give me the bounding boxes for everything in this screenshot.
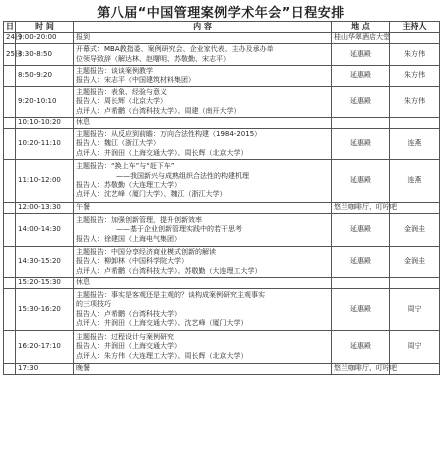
row-date: 25日	[4, 44, 16, 66]
row-place: 延惠殿	[332, 160, 390, 203]
row-host: 朱方伟	[390, 66, 440, 87]
row-date	[4, 364, 16, 375]
schedule-table	[3, 21, 440, 375]
row-place: 延惠殿	[332, 66, 390, 87]
content-line: ——基于企业创新管理实践中的若干思考	[116, 225, 242, 234]
content-line: 报告人：苏敬勤（大连理工大学）	[76, 181, 181, 189]
content-line: 报告人：井润田（上海交通大学）	[76, 342, 181, 351]
row-date	[4, 129, 16, 160]
table-row	[4, 160, 440, 203]
row-place: 桂山华翠酒店大堂	[332, 33, 390, 44]
row-content	[74, 247, 332, 278]
row-date: 24日	[4, 33, 16, 44]
row-time: 16:20-17:10	[16, 331, 74, 364]
content-line: 点评人：沈艺峰（厦门大学）、魏江（浙江大学）	[76, 190, 227, 199]
row-place: 延惠殿	[332, 331, 390, 364]
row-host: 金润圭	[390, 214, 440, 247]
row-content	[74, 118, 332, 129]
row-date	[4, 66, 16, 87]
content-line: 点评人：井润田（上海交通大学）、周长辉（北京大学）	[76, 148, 248, 157]
table-row	[4, 44, 440, 66]
row-time: 14:30-15:20	[16, 247, 74, 278]
row-place: 延惠殿	[332, 214, 390, 247]
row-time: 10:20-11:10	[16, 129, 74, 160]
header-host: 主持人	[390, 22, 440, 33]
row-place: 延惠殿	[332, 44, 390, 66]
row-date	[4, 331, 16, 364]
header-time: 时 间	[16, 22, 74, 33]
row-place: 延惠殿	[332, 129, 390, 160]
row-host	[390, 364, 440, 375]
row-time: 9:00-20:00	[16, 33, 74, 44]
header-place: 地 点	[332, 22, 390, 33]
row-place: 悠兰咖啡厅、叮咛吧	[332, 203, 390, 214]
content-line: 主题报告：“换上车”与“赶下车”	[76, 162, 175, 171]
row-date	[4, 118, 16, 129]
content-line: 点评人：井润田（上海交通大学）、沈艺峰（厦门大学）	[76, 318, 248, 327]
row-time: 11:10-12:00	[16, 160, 74, 203]
row-date	[4, 214, 16, 247]
content-line: 主题报告：表象、经验与意义	[76, 87, 167, 96]
row-host: 周宁	[390, 331, 440, 364]
row-host	[390, 203, 440, 214]
row-host	[390, 118, 440, 129]
row-content	[74, 129, 332, 160]
content-line: 休息	[76, 278, 90, 287]
table-row	[4, 331, 440, 364]
row-content	[74, 278, 332, 289]
table-row	[4, 364, 440, 375]
content-line: 主题报告：过程设计与案例研究	[76, 332, 174, 341]
content-line: 报告人：徐建国（上海电气集团）	[76, 234, 181, 243]
content-line: ——我国新兴与成熟组织合法性的构建机理	[116, 171, 249, 180]
row-host: 周宁	[390, 289, 440, 331]
row-time: 8:30-8:50	[16, 44, 74, 66]
content-line: 报告人：柳卸林（中国科学院大学）	[76, 257, 188, 266]
content-line: 点评人：卢希鹏（台湾科技大学）、周建（南开大学）	[76, 106, 241, 115]
content-line: 午餐	[76, 203, 90, 212]
row-host: 连燕	[390, 129, 440, 160]
table-row	[4, 129, 440, 160]
row-host	[390, 278, 440, 289]
row-place: 延惠殿	[332, 87, 390, 118]
content-line: 的三项技巧	[76, 300, 111, 309]
table-row	[4, 87, 440, 118]
table-header-row	[4, 22, 440, 33]
row-date	[4, 247, 16, 278]
content-line: 报到	[76, 33, 90, 42]
row-place: 悠兰咖啡厅、叮咛吧	[332, 364, 390, 375]
content-line: 主题报告：谈谈案例教学	[76, 66, 153, 75]
table-row	[4, 214, 440, 247]
content-line: 报告人：魏江（浙江大学）	[76, 139, 160, 148]
header-content: 内 容	[74, 22, 332, 33]
content-line: 休息	[76, 118, 90, 127]
content-line: 主题报告：事实是客观还是主观的？谈构成案例研究主观事实	[76, 290, 265, 299]
row-host	[390, 33, 440, 44]
row-time: 9:20-10:10	[16, 87, 74, 118]
row-date	[4, 203, 16, 214]
header-date: 日	[4, 22, 16, 33]
row-time: 10:10-10:20	[16, 118, 74, 129]
row-date	[4, 278, 16, 289]
content-line: 报告人：卢希鹏（台湾科技大学）	[76, 309, 181, 318]
row-date	[4, 87, 16, 118]
table-row	[4, 33, 440, 44]
row-content	[74, 160, 332, 203]
content-line: 晚餐	[76, 364, 90, 373]
row-content	[74, 331, 332, 364]
row-content	[74, 87, 332, 118]
content-line: 主题报告：中国分享经济商业模式创新的解读	[76, 247, 216, 256]
table-row	[4, 203, 440, 214]
table-row	[4, 278, 440, 289]
row-time: 14:00-14:30	[16, 214, 74, 247]
schedule-body	[4, 33, 440, 375]
table-row	[4, 247, 440, 278]
row-time: 17:30	[16, 364, 74, 375]
row-host: 朱方伟	[390, 87, 440, 118]
row-host: 朱方伟	[390, 44, 440, 66]
row-host: 金润圭	[390, 247, 440, 278]
content-line: 点评人：卢希鹏（台湾科技大学）、苏敬勤（大连理工大学）	[76, 266, 262, 275]
page-title: 第八届“中国管理案例学术年会”日程安排	[97, 6, 345, 21]
row-content	[74, 364, 332, 375]
row-place: 延惠殿	[332, 247, 390, 278]
row-place	[332, 118, 390, 129]
row-content	[74, 203, 332, 214]
content-line: 报告人：宋志平（中国建筑材料集团）	[76, 76, 195, 84]
row-place	[332, 278, 390, 289]
table-row	[4, 289, 440, 331]
table-row	[4, 66, 440, 87]
row-date	[4, 289, 16, 331]
row-content	[74, 214, 332, 247]
content-line: 位领导致辞（解达林、赵曙明、苏敬勤、宋志平）	[76, 54, 230, 63]
row-host: 连燕	[390, 160, 440, 203]
row-time: 8:50-9:20	[16, 66, 74, 87]
content-line: 开幕式：MBA教指委、案例研究会、企业家代表、主办及承办单	[76, 45, 274, 54]
row-time: 12:00-13:30	[16, 203, 74, 214]
content-line: 报告人：周长辉（北京大学）	[76, 97, 167, 106]
table-row	[4, 118, 440, 129]
row-content	[74, 289, 332, 331]
row-content	[74, 33, 332, 44]
row-time: 15:30-16:20	[16, 289, 74, 331]
content-line: 主题报告：从反应到前瞻：万向合法性构建（1984-2015）	[76, 129, 262, 138]
row-place: 延惠殿	[332, 289, 390, 331]
content-line: 主题报告：加强创新管理，提升创新效率	[76, 215, 202, 224]
row-time: 15:20-15:30	[16, 278, 74, 289]
row-content	[74, 44, 332, 66]
content-line: 点评人：朱方伟（大连理工大学）、周长辉（北京大学）	[76, 351, 248, 360]
row-content	[74, 66, 332, 87]
row-date	[4, 160, 16, 203]
